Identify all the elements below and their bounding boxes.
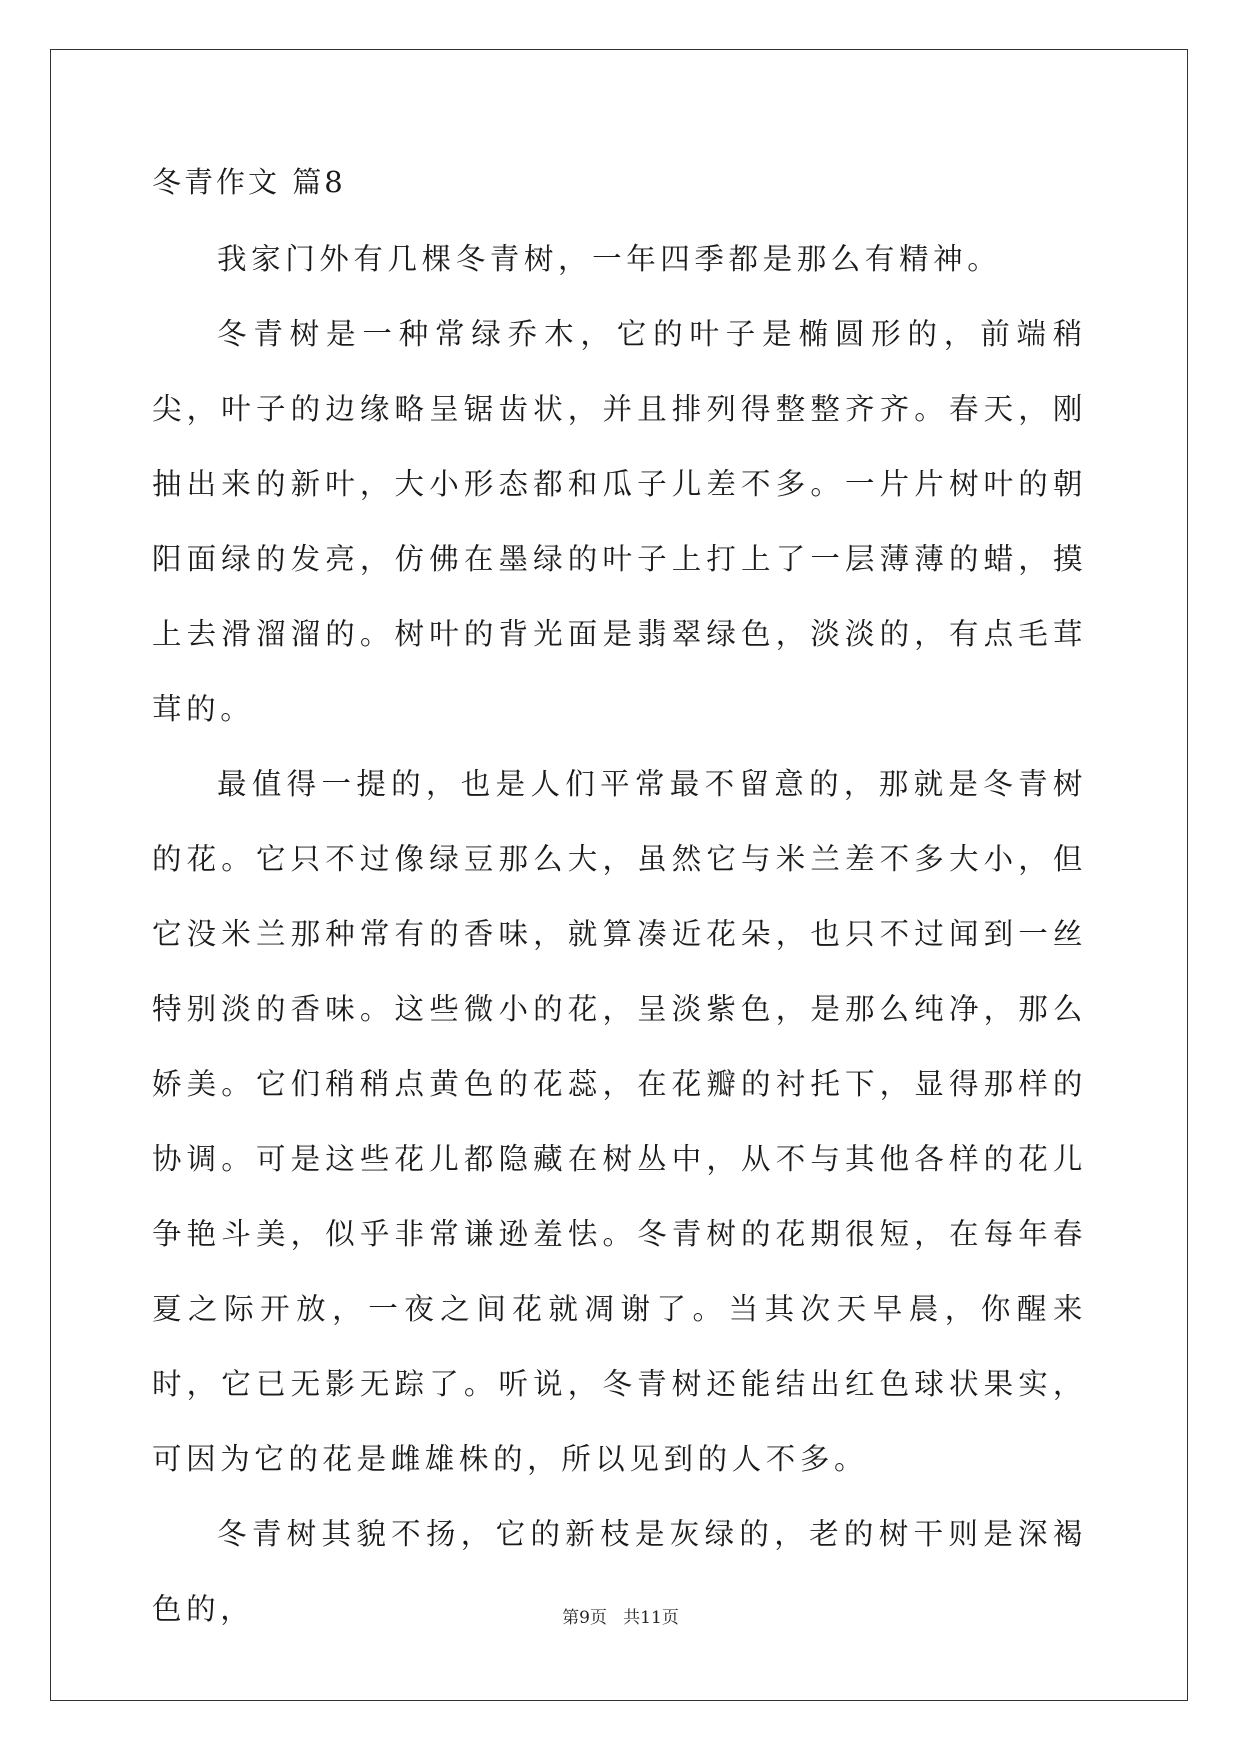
paragraph: 冬青树是一种常绿乔木，它的叶子是椭圆形的，前端稍尖，叶子的边缘略呈锯齿状，并且排列得整整齐齐。春天，刚抽出来的新叶，大小形态都和瓜子儿差不多。一片片树叶的朝阳面绿的发亮，仿佛在墨绿的叶子上打上了一层薄薄的蜡，摸上去滑溜溜的。树叶的背光面是翡翠绿色，淡淡的，有点毛茸茸的。 bbox=[152, 317, 1087, 726]
document-body bbox=[152, 158, 1087, 1647]
page-number-footer: 第9页 共11页 bbox=[562, 1608, 679, 1628]
paragraph: 冬青树其貌不扬，它的新枝是灰绿的，老的树干则是深褐色的， bbox=[152, 1517, 1087, 1626]
document-title: 冬青作文 篇8 bbox=[152, 165, 346, 199]
paragraph: 最值得一提的，也是人们平常最不留意的，那就是冬青树的花。它只不过像绿豆那么大，虽然它与米兰差不多大小，但它没米兰那种常有的香味，就算凑近花朵，也只不过闻到一丝特别淡的香味。这些微小的花，呈淡紫色，是那么纯净，那么娇美。它们稍稍点黄色的花蕊，在花瓣的衬托下，显得那样的协调。可是这些花儿都隐藏在树丛中，从不与其他各样的花儿争艳斗美，似乎非常谦逊羞怯。冬青树的花期很短，在每年春夏之际开放，一夜之间花就凋谢了。当其次天早晨，你醒来时，它已无影无踪了。听说，冬青树还能结出红色球状果实，可因为它的花是雌雄株的，所以见到的人不多。 bbox=[152, 767, 1087, 1476]
paragraph: 我家门外有几棵冬青树，一年四季都是那么有精神。 bbox=[217, 242, 1002, 276]
